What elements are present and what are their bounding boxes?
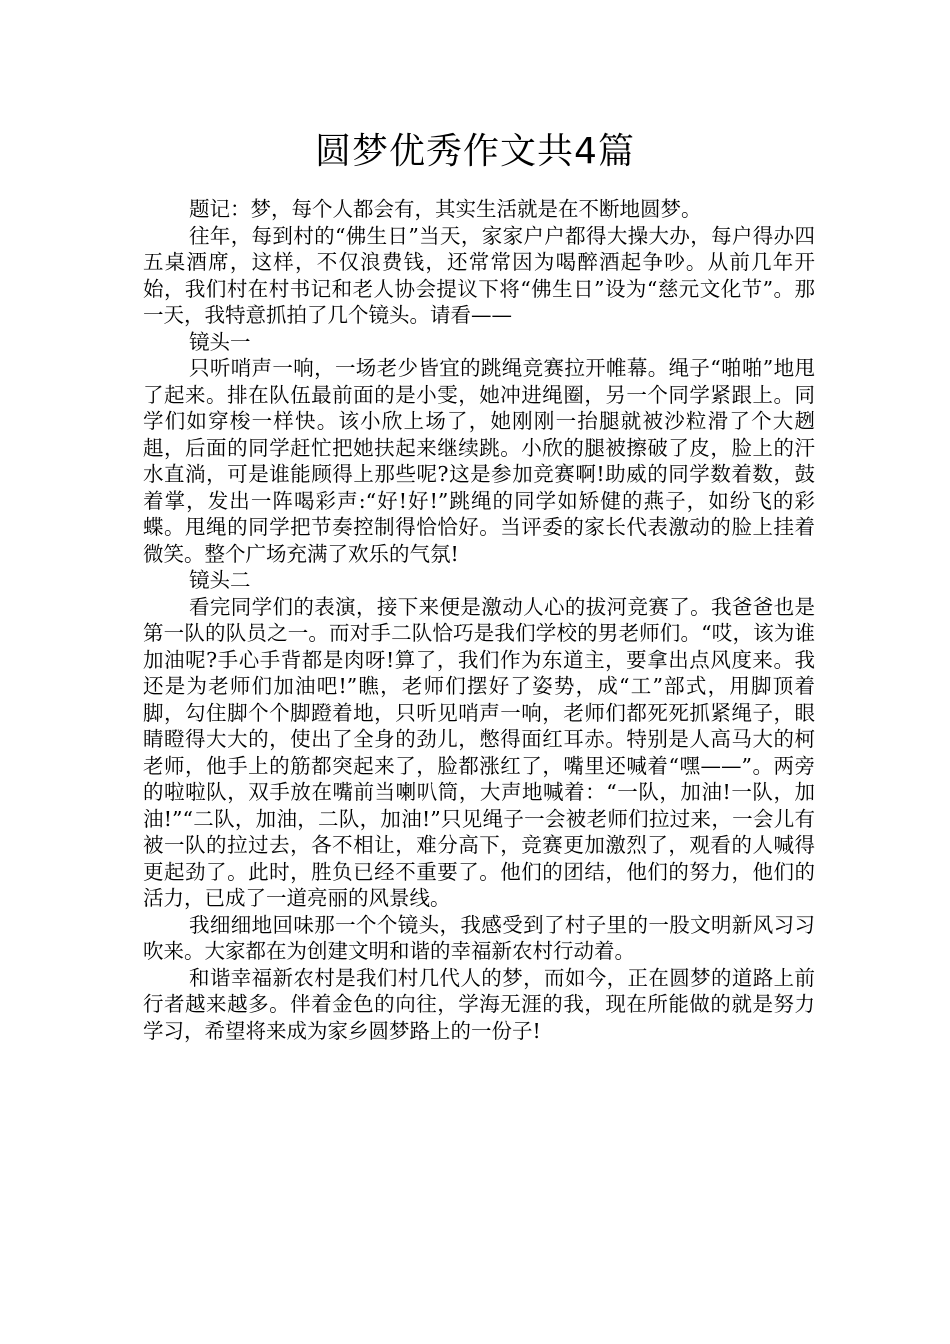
- intro-paragraph: 往年，每到村的“佛生日”当天，家家户户都得大操大办，每户得办四五桌酒席，这样，不仅浪费钱，还常常因为喝醉酒起争吵。从前几年开始，我们村在村书记和老人协会提议下将“佛生日”设为“慈元文化节”。那一天，我特意抓拍了几个镜头。请看——: [143, 223, 815, 327]
- conclusion-paragraph: 和谐幸福新农村是我们村几代人的梦，而如今，正在圆梦的道路上前行者越来越多。伴着金色的向往，学海无涯的我，现在所能做的就是努力学习，希望将来成为家乡圆梦路上的一份子!: [143, 965, 815, 1043]
- document-title: 圆梦优秀作文共4篇: [315, 131, 635, 172]
- reflection-paragraph: 我细细地回味那一个个镜头，我感受到了村子里的一股文明新风习习吹来。大家都在为创建文明和谐的幸福新农村行动着。: [143, 912, 815, 963]
- section-heading-shot-two: 镜头二: [189, 568, 251, 592]
- section-heading-shot-one: 镜头一: [189, 329, 251, 354]
- document-body: [143, 196, 815, 1044]
- shot-one-paragraph: 只听哨声一响，一场老少皆宜的跳绳竞赛拉开帷幕。绳子“啪啪”地甩了起来。排在队伍最前面的是小雯，她冲进绳圈，另一个同学紧跟上。同学们如穿梭一样快。该小欣上场了，她刚刚一抬腿就被沙粒滑了个大趔趄，后面的同学赶忙把她扶起来继续跳。小欣的腿被擦破了皮，脸上的汗水直淌，可是谁能顾得上那些呢?这是参加竞赛啊!助威的同学数着数，鼓着掌，发出一阵喝彩声:“好!好!”跳绳的同学如矫健的燕子，如纷飞的彩蝶。甩绳的同学把节奏控制得恰恰好。当评委的家长代表激动的脸上挂着微笑。整个广场充满了欢乐的气氛!: [143, 356, 815, 566]
- shot-two-paragraph: 看完同学们的表演，接下来便是激动人心的拔河竞赛了。我爸爸也是第一队的队员之一。而对手二队恰巧是我们学校的男老师们。“哎，该为谁加油呢?手心手背都是肉呀!算了，我们作为东道主，要拿出点风度来。我还是为老师们加油吧!”瞧，老师们摆好了姿势，成“工”部式，用脚顶着脚，勾住脚个个脚蹬着地，只听见哨声一响，老师们都死死抓紧绳子，眼睛瞪得大大的，使出了全身的劲儿，憋得面红耳赤。特别是人高马大的柯老师，他手上的筋都突起来了，脸都涨红了，嘴里还喊着“嘿——”。两旁的啦啦队，双手放在嘴前当喇叭筒，大声地喊着：“一队，加油!一队，加油!”“二队，加油，二队，加油!”只见绳子一会被老师们拉过来，一会儿有被一队的拉过去，各不相让，难分高下，竞赛更加激烈了，观看的人喊得更起劲了。此时，胜负已经不重要了。他们的团结，他们的努力，他们的活力，已成了一道亮丽的风景线。: [143, 594, 815, 910]
- epigraph-paragraph: 题记：梦，每个人都会有，其实生活就是在不断地圆梦。: [189, 197, 702, 221]
